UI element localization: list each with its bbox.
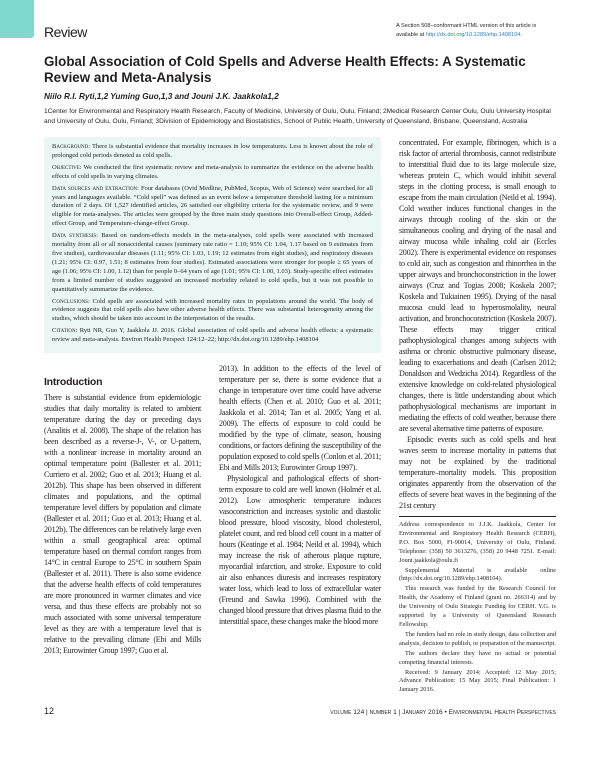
abstract-background <box>52 143 373 161</box>
html-version-note <box>396 22 556 40</box>
abstract-label: Data synthesis: <box>52 232 98 240</box>
section-color-tab <box>0 0 34 38</box>
abstract-data-sources <box>52 185 373 230</box>
divider <box>399 516 556 517</box>
abstract-label: Citation: <box>52 327 78 335</box>
affiliations: 1Center for Environmental and Respiratory Health Research, Faculty of Medicine, University of Oulu, Oulu, Finland; 2Medical Research Center Oulu, Oulu University Hospital and University of Oulu, Oulu, Finland; 3Division of Epidemiology and Biostatistics, School of Public Health, University of Queensland, Brisbane, Queensland, Australia <box>44 108 551 125</box>
paragraph: There is substantial evidence from epidemiologic studies that daily mortality is related to ambient temperature during the day or preceding days (Analitis et al. 2008). The shape of the relation has been described as a reverse-J-, V-, or U-pattern, with a nonlinear increase in mortality around an optimal temperature point (Ballester et al. 2011; Curriero et al. 2002; Guo et al. 2013; Huang et al. 2012b). This shape has been observed in different climates and populations, and the optimal temperature level differs by population and climate (Ballester et al. 2011; Guo et al. 2013; Huang et al. 2012b). The differences can be relatively large even within a small geographical area: optimal temperature based on thermal comfort ranges from 14°C in central Europe to 25°C in southern Spain (Ballester et al. 2011). There is also some evidence that the adverse health effects of cold temperatures are more pronounced in warmer climates and vice versa, and thus these effects are probably not so much associated with some universal temperature level as they are with a temperature level that is relative to the prevailing climate (Ebi and Mills 2013; Eurowinter Group 1997; Guo et al. <box>44 393 201 656</box>
article-title: Global Association of Cold Spells and Adverse Health Effects: A Systematic Review and Meta-Analysis <box>44 54 526 85</box>
section-label: Review <box>44 24 87 40</box>
left-region <box>44 137 381 656</box>
body-column-3 <box>399 137 556 511</box>
page-number: 12 <box>44 706 55 717</box>
authors: Niilo R.I. Ryti,1,2 Yuming Guo,1,3 and Jouni J.K. Jaakkola1,2 <box>44 92 279 101</box>
right-region <box>399 137 556 696</box>
paragraph: concentrated. For example, fibrinogen, which is a risk factor of arterial thrombosis, cannot redistribute to interstitial fluid due to its large molecule size, whereas protein C, which would inhibit several steps in the clotting process, is small enough to escape from the main circulation (Neild et al. 1994). Cold weather induces functional changes in the airways through cooling of the skin or the simultaneous cooling and drying of the nasal and airway mucosa while inhaling cold air (Eccles 2002). There is experimental evidence on responses to cold air, such as congestion and rhinorrhea in the upper airways and bronchoconstriction in the lower airways (Cruz and Togias 2008; Koskela 2007; Koskela and Tukiainen 1995). Drying of the nasal mucosa could lead to hyperosmolality, neural activation, and bronchoconstriction (Koskela 2007). These effects may trigger critical pathophysiological changes among subjects with asthma or chronic obstructive pulmonary disease, leading to exacerbations and death (Carlsen 2012; Donaldson and Wedzicha 2014). Regardless of the extensive knowledge on cold-related physiological changes, there is little understanding about which pathophysiological mechanisms are important in mediating the effects of cold weather, because there are several alternative time patterns of exposure. <box>399 138 556 433</box>
abstract-citation <box>52 327 373 345</box>
abstract-label: Conclusions: <box>52 297 90 305</box>
abstract-text: Four databases (Ovid Medline, PubMed, Scopus, Web of Science) were searched for all years and languages available. “Cold spell” was defined as an event below a temperature threshold lasting for a minimum duration of 2 days. Of 1,527 identified articles, 26 satisfied our eligibility criteria for the systematic review, and 9 were eligible for meta-analyses. The articles were grouped by the three main study questions into Overall-effect Group, Added-effect Group, and Temperature-change-effect Group. <box>52 184 373 228</box>
paragraph: 2013). In addition to the effects of the level of temperature per se, there is some evidence that a change in temperature over time could have adverse health effects (Chen et al. 2010; Guo et al. 2011; Jaakkola et al. 2014; Tan et al. 2005; Yang et al. 2009). The effects of exposure to cold could be modified by the type of climate, season, housing conditions, or factors defining the susceptibility of the population exposed to cold spells (Conlon et al. 2011; Ebi and Mills 2013; Eurowinter Group 1997). <box>219 364 381 473</box>
html-note-text: A Section 508–conformant HTML version of this article is available at <box>396 23 537 38</box>
page-header <box>44 22 556 40</box>
journal-footer: volume 124 | number 1 | January 2016 • Environmental Health Perspectives <box>330 709 556 717</box>
competing-interests-note: The authors declare they have no actual or potential competing financial interests. <box>399 649 556 666</box>
abstract <box>44 137 381 353</box>
publication-dates: Received: 9 January 2014; Accepted: 12 May 2015; Advance Publication: 15 May 2015; Final Publication: 1 January 2016. <box>399 668 556 694</box>
abstract-text: Based on random-effects models in the meta-analyses, cold spells were associated with increased mortality from all or all nonaccidental causes (summary rate ratio = 1.10; 95% CI: 1.04, 1.17 based on 9 estimates from five studies), cardiovascular diseases (1.11; 95% CI: 1.03, 1.19; 12 estimates from eight studies), and respiratory diseases (1.21; 95% CI: 0.97, 1.51; 8 estimates from four studies). Estimated associations were stronger for people ≥ 65 years of age (1.06; 95% CI: 1.00, 1.12) than for people 0–64 years of age (1.01; 95% CI: 1.00, 1.03). Study-specific effect estimates from a limited number of studies suggested an increased morbidity related to cold spells, but it was not possible to quantitatively summarize the evidence. <box>52 232 374 293</box>
abstract-text: Cold spells are associated with increased mortality rates in populations around the world. The body of evidence suggests that cold spells also have other adverse health effects. There was substantial heterogeneity among the studies, which should be taken into account in the interpretation of the results. <box>52 297 373 323</box>
introduction-heading: Introduction <box>44 376 103 389</box>
abstract-text: We conducted the first systematic review and meta-analysis to summarize the evidence on the adverse health effects of cold spells in varying climates. <box>52 163 373 180</box>
abstract-text: There is substantial evidence that mortality increases in low temperatures. Less is known about the role of prolonged cold periods denoted as cold spells. <box>52 143 373 159</box>
abstract-label: Background: <box>52 143 91 150</box>
doi-link[interactable]: http://dx.doi.org/10.1289/ehp.1408104 <box>425 32 521 38</box>
funding-note: This research was funded by the Research Council for Health, the Academy of Finland (grant no. 266314) and by the University of Oulu Strategic Funding for CERH. Y.G. is supported by a University of Queensland Research Fellowship. <box>399 585 556 628</box>
paragraph: Physiological and pathological effects of short-term exposure to cold are well known (Holmér et al. 2012). Low atmospheric temperature induces vasoconstriction and increases systolic and diastolic blood pressure, blood viscosity, blood cholesterol, platelet count, and red blood cell count in a matter of hours (Keatinge et al. 1984; Neild et al. 1994), which may increase the risk of atherous plaque rupture, myocardial infarction, and stroke. Exposure to cold air also enhances diuresis and increases respiratory water loss, which lead to loss of extracellular water (Freund and Sawka 1996). Combined with the changed blood pressure that drives plasma fluid to the interstitial space, these changes make the blood more <box>219 474 381 627</box>
paragraph: Episodic events such as cold spells and heat waves seem to increase mortality in patterns that may not be explained by the traditional temperature–mortality models. This proposition originates apparently from the observation of the effects of severe heat waves in the beginning of the 21st century <box>399 435 556 510</box>
main-content <box>44 137 556 696</box>
body-column-1 <box>44 363 201 656</box>
correspondence-address: Address correspondence to J.J.K. Jaakkola, Center for Environmental and Respiratory Health Research (CERH), P.O. Box 5000, FI-90014, University of Oulu, Finland. Telephone: (358) 50 3613276, (358) 20 9448 7251. E-mail: Jouni.jaakkola@oulu.fi <box>399 521 556 564</box>
abstract-label: Data sources and extraction: <box>52 184 139 192</box>
correspondence-notes <box>399 521 556 695</box>
html-note-suffix: . <box>520 32 522 38</box>
abstract-data-synthesis <box>52 232 373 294</box>
page-footer <box>44 706 556 716</box>
body-subcolumns <box>44 363 381 656</box>
abstract-objective <box>52 164 373 182</box>
supplemental-note: Supplemental Material is available online (http://dx.doi.org/10.1289/ehp.1408104). <box>399 566 556 583</box>
abstract-conclusions <box>52 298 373 325</box>
body-column-2 <box>219 363 381 627</box>
funders-role-note: The funders had no role in study design, data collection and analysis, decision to publish, or preparation of the manuscript. <box>399 630 556 647</box>
abstract-text: Ryti NR, Guo Y, Jaakkola JJ. 2016. Global association of cold spells and adverse health effects: a systematic review and meta-analysis. Environ Health Perspect 124:12–22; http://dx.doi.org/10.1289/ehp.1408104 <box>52 327 373 344</box>
abstract-label: Objective: <box>52 163 82 171</box>
